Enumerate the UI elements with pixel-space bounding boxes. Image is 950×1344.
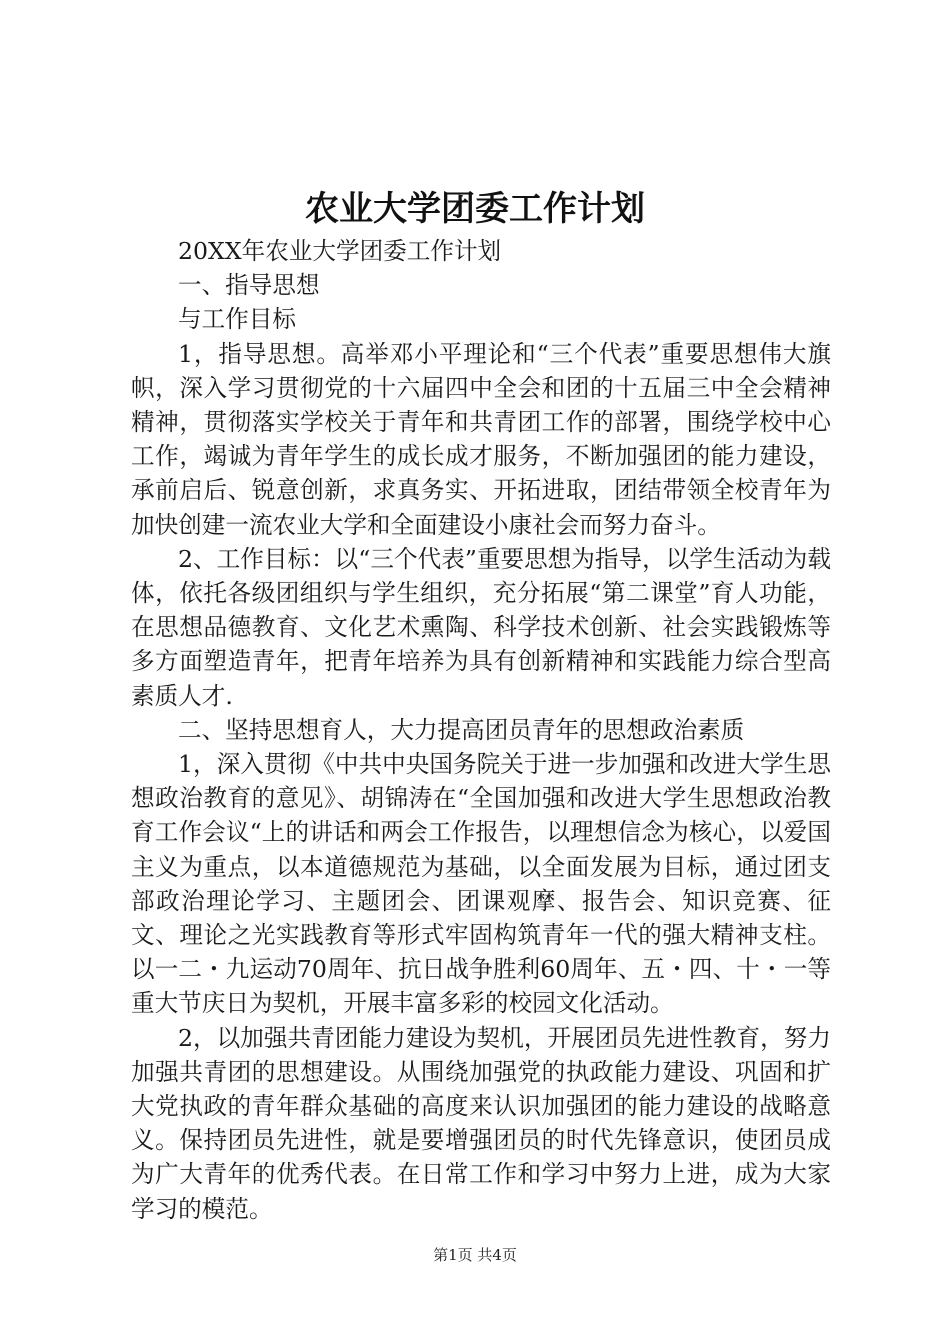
document-title: 农业大学团委工作计划	[305, 189, 645, 229]
paragraph-capacity-building: 2，以加强共青团能力建设为契机，开展团员先进性教育，努力加强共青团的思想建设。从围绕加强党的执政能力建设、巩固和扩大党执政的青年群众基础的高度来认识加强团的能力建设的战略意义。保持团员先进性，就是要增强团员的时代先锋意识，使团员成为广大青年的优秀代表。在日常工作和学习中努力上进，成为大家学习的模范。	[131, 1023, 831, 1223]
page-footer: 第1页 共4页	[433, 1246, 517, 1264]
section-heading-2: 二、坚持思想育人，大力提高团员青年的思想政治素质	[178, 715, 745, 744]
paragraph-subtitle: 20XX年农业大学团委工作计划	[178, 237, 502, 265]
section-heading-1: 一、指导思想	[178, 271, 320, 300]
paragraph-guiding-thought: 1，指导思想。高举邓小平理论和“三个代表”重要思想伟大旗帜，深入学习贯彻党的十六届四中全会和团的十五届三中全会精神精神，贯彻落实学校关于青年和共青团工作的部署，围绕学校中心工作，竭诚为青年学生的成长成才服务，不断加强团的能力建设，承前启后、锐意创新，求真务实、开拓进取，团结带领全校青年为加快创建一流农业大学和全面建设小康社会而努力奋斗。	[131, 339, 831, 539]
paragraph-ideological-education: 1，深入贯彻《中共中央国务院关于进一步加强和改进大学生思想政治教育的意见》、胡锦涛在“全国加强和改进大学生思想政治教育工作会议“上的讲话和两会工作报告，以理想信念为核心，以爱国主义为重点，以本道德规范为基础，以全面发展为目标，通过团支部政治理论学习、主题团会、团课观摩、报告会、知识竞赛、征文、理论之光实践教育等形式牢固构筑青年一代的强大精神支柱。以一二・九运动70周年、抗日战争胜利60周年、五・四、十・一等重大节庆日为契机，开展丰富多彩的校园文化活动。	[131, 750, 831, 1018]
document-body	[131, 209, 831, 1226]
paragraph-work-goals: 2、工作目标：以“三个代表”重要思想为指导，以学生活动为载体，依托各级团组织与学生组织，充分拓展“第二课堂”育人功能，在思想品德教育、文化艺术熏陶、科学技术创新、社会实践锻炼等多方面塑造青年，把青年培养为具有创新精神和实践能力综合型高素质人才.	[131, 544, 831, 710]
section-heading-1-cont: 与工作目标	[178, 305, 296, 334]
